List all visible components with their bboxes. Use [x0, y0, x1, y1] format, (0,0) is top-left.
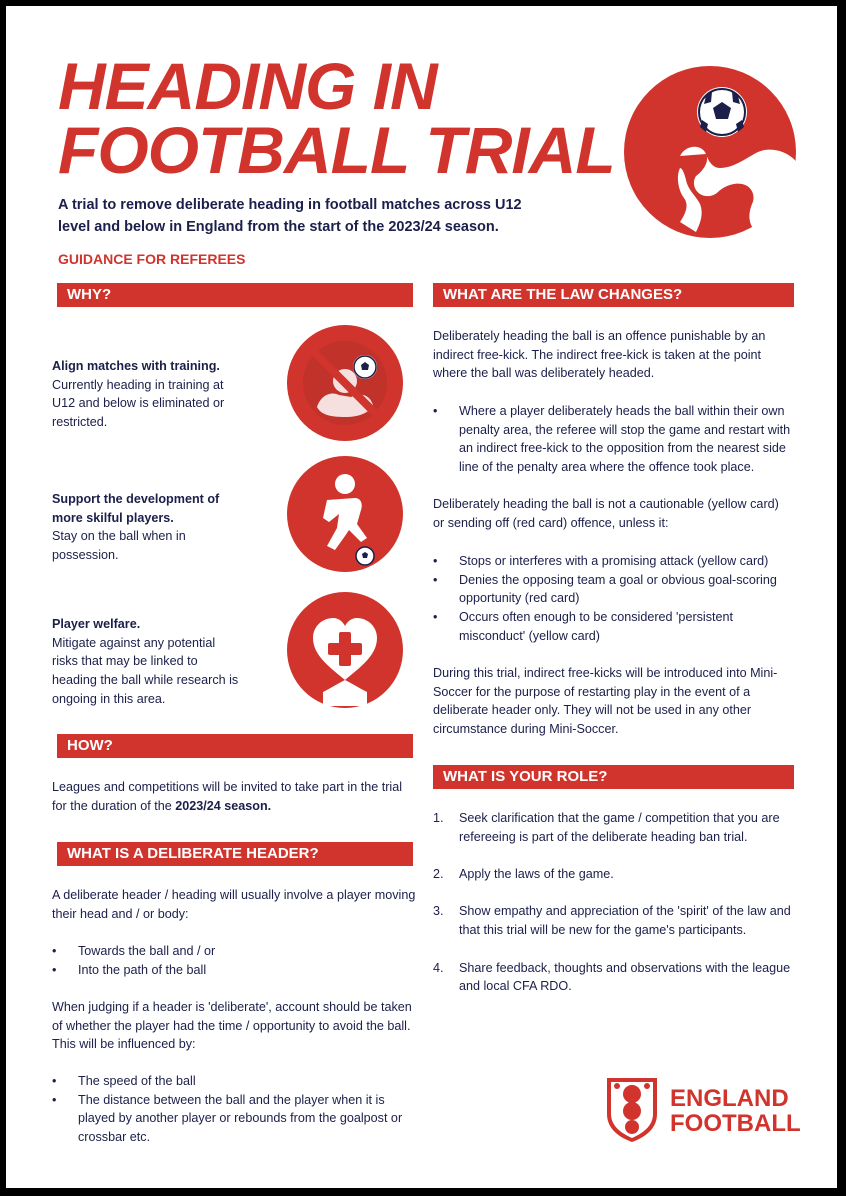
deliberate-bullets: [52, 942, 418, 979]
england-football-logo: [670, 1086, 801, 1136]
how-text-bold: 2023/24 season.: [175, 798, 272, 813]
role-item-2-text: Apply the laws of the game.: [459, 867, 614, 882]
role-item-4-num: 4.: [433, 960, 444, 975]
role-item-4: [433, 959, 793, 996]
logo-line-2: FOOTBALL: [670, 1110, 801, 1137]
law-bullet-3: • Occurs often enough to be considered 'persistent misconduct' (yellow card): [433, 608, 793, 645]
deliberate-intro: A deliberate header / heading will usually involve a player moving their head and / or body:: [52, 888, 416, 921]
why-item-2-text: Stay on the ball when in possession.: [52, 529, 186, 563]
dribbling-player-icon: [283, 452, 407, 576]
guidance-heading: GUIDANCE FOR REFEREES: [58, 251, 246, 267]
how-heading-bar: HOW?: [57, 734, 413, 758]
page-title: [58, 49, 615, 187]
three-lions-crest-icon: [603, 1074, 661, 1144]
intro-text: A trial to remove deliberate heading in football matches across U12 level and below in England from the start of the 2023/24 season.: [58, 197, 522, 235]
role-item-2: [433, 865, 793, 884]
why-item-3: [52, 615, 242, 709]
title-line-2: FOOTBALL TRIAL: [58, 113, 615, 187]
why-heading-bar: WHY?: [57, 283, 413, 307]
role-list: [433, 809, 793, 1015]
why-item-1: [52, 357, 242, 432]
why-item-2: [52, 490, 242, 565]
why-item-3-title: Player welfare.: [52, 617, 141, 631]
role-item-3-text: Show empathy and appreciation of the 'spirit' of the law and that this trial will be new for the game's participants.: [459, 904, 791, 938]
role-item-3: [433, 902, 793, 939]
deliberate-factor-2: • The distance between the ball and the player when it is played by another player or rebounds from the goalpost or crossbar etc.: [52, 1091, 418, 1147]
logo-line-1: ENGLAND: [670, 1085, 789, 1112]
deliberate-factor-1: • The speed of the ball: [52, 1072, 418, 1091]
role-item-1-text: Seek clarification that the game / competition that you are refereeing is part of the deliberate heading ban trial.: [459, 811, 780, 844]
law-card-bullets: [433, 552, 793, 646]
role-item-1: [433, 809, 793, 846]
deliberate-bullet-2: • Into the path of the ball: [52, 961, 418, 980]
law-p1: Deliberately heading the ball is an offence punishable by an indirect free-kick. The indirect free-kick is taken at the point where the ball was deliberately headed.: [433, 329, 766, 381]
role-heading-bar: WHAT IS YOUR ROLE?: [433, 765, 794, 789]
law-p3: During this trial, indirect free-kicks will be introduced into Mini-Soccer for the purpose of restarting play in the event of a deliberate header only. They will not be used in any other circumstance during Mini-Soccer.: [433, 666, 778, 737]
no-heading-icon: [283, 321, 407, 445]
law-bullet-penalty-area: • Where a player deliberately heads the ball within their own penalty area, the referee will stop the game and restart with an indirect free-kick to the opposition from the nearest side line of the penalty area where the offence took place.: [433, 402, 793, 477]
how-text: [52, 778, 418, 815]
why-item-2-title: Support the development of more skilful players.: [52, 492, 220, 525]
role-item-2-num: 2.: [433, 867, 444, 882]
law-bullet-1: • Stops or interferes with a promising attack (yellow card): [433, 552, 793, 571]
role-item-3-num: 3.: [433, 904, 444, 919]
deliberate-judging: When judging if a header is 'deliberate', account should be taken of whether the player had the time / opportunity to avoid the ball. This will be influenced by:: [52, 1000, 412, 1052]
deliberate-bullet-1: • Towards the ball and / or: [52, 942, 418, 961]
law-p2: Deliberately heading the ball is not a cautionable (yellow card) or sending off (red card) offence, unless it:: [433, 497, 779, 530]
why-item-1-title: Align matches with training.: [52, 359, 220, 373]
header-player-ball-icon: [622, 64, 798, 240]
page: [6, 6, 837, 1188]
how-text-body: Leagues and competitions will be invited to take part in the trial for the duration of the: [52, 780, 403, 813]
law-heading-bar: WHAT ARE THE LAW CHANGES?: [433, 283, 794, 307]
heart-welfare-icon: [283, 588, 407, 712]
role-item-1-num: 1.: [433, 811, 444, 825]
law-bullet-2: • Denies the opposing team a goal or obvious goal-scoring opportunity (red card): [433, 571, 793, 608]
deliberate-factors: [52, 1072, 418, 1147]
deliberate-heading-bar: WHAT IS A DELIBERATE HEADER?: [57, 842, 413, 866]
law-penalty-bullet: [433, 402, 793, 477]
why-item-3-text: Mitigate against any potential risks that may be linked to heading the ball while research is ongoing in this area.: [52, 635, 239, 706]
title-line-1: HEADING IN: [58, 49, 437, 123]
role-item-4-text: Share feedback, thoughts and observations with the league and local CFA RDO.: [459, 960, 791, 994]
why-item-1-text: Currently heading in training at U12 and below is eliminated or restricted.: [52, 377, 225, 430]
